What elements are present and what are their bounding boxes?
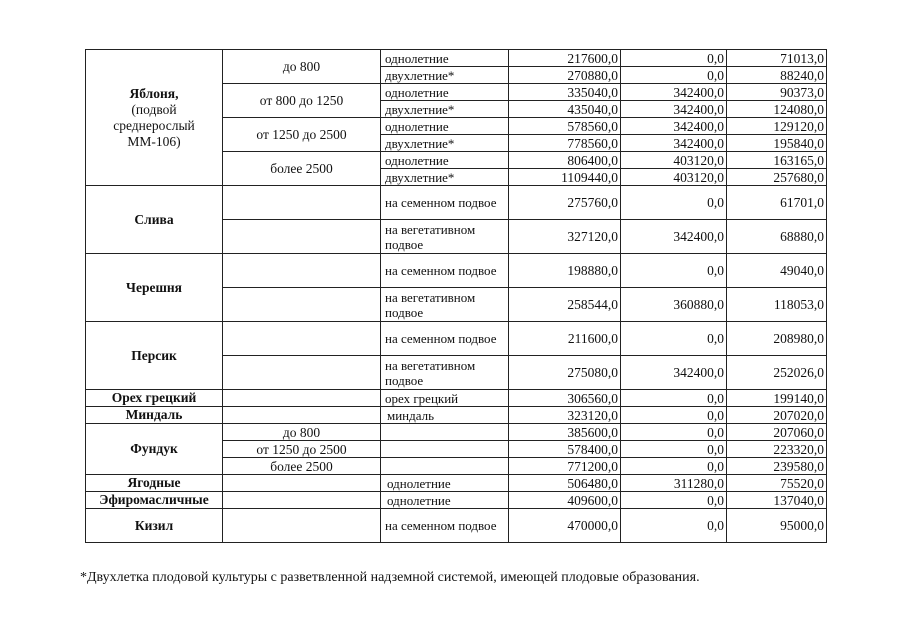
value3-cell: 163165,0: [727, 152, 827, 169]
category-cell: до 800: [223, 424, 381, 441]
category-cell: [223, 220, 381, 254]
category-cell: [223, 509, 381, 543]
value2-cell: 342400,0: [621, 118, 727, 135]
age-cell: однолетние: [381, 50, 509, 67]
value1-cell: 335040,0: [509, 84, 621, 101]
value3-cell: 95000,0: [727, 509, 827, 543]
value1-cell: 435040,0: [509, 101, 621, 118]
value3-cell: 90373,0: [727, 84, 827, 101]
age-cell: на семенном подвое: [381, 509, 509, 543]
value1-cell: 409600,0: [509, 492, 621, 509]
value2-cell: 360880,0: [621, 288, 727, 322]
crop-cell: Орех грецкий: [86, 390, 223, 407]
footnote: *Двухлетка плодовой культуры с разветвленной надземной системой, имеющей плодовые образования.: [80, 570, 700, 585]
age-cell: двухлетние*: [381, 135, 509, 152]
crop-apple-line4: ММ-106): [127, 133, 181, 149]
price-table: [85, 49, 827, 543]
table-row: [86, 492, 827, 509]
category-cell: [223, 322, 381, 356]
value3-cell: 207060,0: [727, 424, 827, 441]
category-cell: [223, 390, 381, 407]
value1-cell: 578560,0: [509, 118, 621, 135]
value1-cell: 275760,0: [509, 186, 621, 220]
table-row: [86, 424, 827, 441]
value2-cell: 342400,0: [621, 356, 727, 390]
value3-cell: 195840,0: [727, 135, 827, 152]
age-cell: однолетние: [381, 84, 509, 101]
value1-cell: 470000,0: [509, 509, 621, 543]
category-cell: [223, 254, 381, 288]
value1-cell: 806400,0: [509, 152, 621, 169]
value1-cell: 385600,0: [509, 424, 621, 441]
value1-cell: 258544,0: [509, 288, 621, 322]
value2-cell: 0,0: [621, 50, 727, 67]
table-row: [86, 475, 827, 492]
table-row: [86, 407, 827, 424]
value2-cell: 342400,0: [621, 220, 727, 254]
age-cell: двухлетние*: [381, 169, 509, 186]
category-cell: более 2500: [223, 458, 381, 475]
table-row: [86, 390, 827, 407]
value1-cell: 275080,0: [509, 356, 621, 390]
value2-cell: 403120,0: [621, 169, 727, 186]
value2-cell: 0,0: [621, 67, 727, 84]
value2-cell: 0,0: [621, 441, 727, 458]
value2-cell: 0,0: [621, 458, 727, 475]
value3-cell: 49040,0: [727, 254, 827, 288]
crop-cell: Фундук: [86, 424, 223, 475]
value1-cell: 506480,0: [509, 475, 621, 492]
age-cell: на вегетативном подвое: [381, 220, 509, 254]
value3-cell: 129120,0: [727, 118, 827, 135]
age-cell: на вегетативном подвое: [381, 356, 509, 390]
value1-cell: 771200,0: [509, 458, 621, 475]
table-row: [86, 322, 827, 356]
age-cell: на семенном подвое: [381, 322, 509, 356]
value1-cell: 306560,0: [509, 390, 621, 407]
value1-cell: 327120,0: [509, 220, 621, 254]
value1-cell: 323120,0: [509, 407, 621, 424]
age-cell: на семенном подвое: [381, 186, 509, 220]
value3-cell: 118053,0: [727, 288, 827, 322]
value3-cell: 68880,0: [727, 220, 827, 254]
value1-cell: 1109440,0: [509, 169, 621, 186]
value1-cell: 270880,0: [509, 67, 621, 84]
category-cell: от 1250 до 2500: [223, 441, 381, 458]
age-cell: орех грецкий: [381, 390, 509, 407]
crop-cell: Эфиромасличные: [86, 492, 223, 509]
category-cell: [223, 356, 381, 390]
value3-cell: 124080,0: [727, 101, 827, 118]
value3-cell: 207020,0: [727, 407, 827, 424]
value2-cell: 403120,0: [621, 152, 727, 169]
category-cell: [223, 407, 381, 424]
value3-cell: 75520,0: [727, 475, 827, 492]
value3-cell: 239580,0: [727, 458, 827, 475]
table-row: [86, 186, 827, 220]
crop-apple: [86, 50, 223, 186]
value3-cell: 252026,0: [727, 356, 827, 390]
category-cell: [223, 492, 381, 509]
value2-cell: 0,0: [621, 186, 727, 220]
value2-cell: 311280,0: [621, 475, 727, 492]
crop-cell: Миндаль: [86, 407, 223, 424]
age-cell: на вегетативном подвое: [381, 288, 509, 322]
crop-cell: Кизил: [86, 509, 223, 543]
value3-cell: 137040,0: [727, 492, 827, 509]
value3-cell: 208980,0: [727, 322, 827, 356]
category-cell: [223, 475, 381, 492]
table-row: [86, 50, 827, 67]
category-cell: от 800 до 1250: [223, 84, 381, 118]
crop-apple-line3: среднерослый: [113, 117, 195, 133]
value2-cell: 342400,0: [621, 84, 727, 101]
crop-cell: Ягодные: [86, 475, 223, 492]
age-cell: однолетние: [381, 475, 509, 492]
value1-cell: 778560,0: [509, 135, 621, 152]
value3-cell: 223320,0: [727, 441, 827, 458]
age-cell: однолетние: [381, 492, 509, 509]
value3-cell: 61701,0: [727, 186, 827, 220]
category-cell: от 1250 до 2500: [223, 118, 381, 152]
crop-cell: Слива: [86, 186, 223, 254]
category-cell: более 2500: [223, 152, 381, 186]
value2-cell: 342400,0: [621, 101, 727, 118]
age-cell: [381, 441, 509, 458]
value1-cell: 217600,0: [509, 50, 621, 67]
value1-cell: 198880,0: [509, 254, 621, 288]
crop-apple-line2: (подвой: [131, 101, 177, 117]
value2-cell: 0,0: [621, 492, 727, 509]
age-cell: [381, 424, 509, 441]
data-table-container: [85, 49, 827, 543]
value2-cell: 0,0: [621, 254, 727, 288]
age-cell: миндаль: [381, 407, 509, 424]
value3-cell: 199140,0: [727, 390, 827, 407]
age-cell: однолетние: [381, 118, 509, 135]
crop-cell: Черешня: [86, 254, 223, 322]
value2-cell: 0,0: [621, 407, 727, 424]
value2-cell: 0,0: [621, 424, 727, 441]
category-cell: [223, 186, 381, 220]
table-row: [86, 509, 827, 543]
age-cell: [381, 458, 509, 475]
age-cell: двухлетние*: [381, 67, 509, 84]
category-cell: [223, 288, 381, 322]
crop-apple-line1: Яблоня,: [129, 85, 179, 101]
value2-cell: 0,0: [621, 390, 727, 407]
age-cell: на семенном подвое: [381, 254, 509, 288]
age-cell: двухлетние*: [381, 101, 509, 118]
table-row: [86, 254, 827, 288]
value1-cell: 211600,0: [509, 322, 621, 356]
age-cell: однолетние: [381, 152, 509, 169]
value2-cell: 342400,0: [621, 135, 727, 152]
value3-cell: 71013,0: [727, 50, 827, 67]
value3-cell: 257680,0: [727, 169, 827, 186]
value2-cell: 0,0: [621, 322, 727, 356]
value3-cell: 88240,0: [727, 67, 827, 84]
value1-cell: 578400,0: [509, 441, 621, 458]
category-cell: до 800: [223, 50, 381, 84]
crop-cell: Персик: [86, 322, 223, 390]
value2-cell: 0,0: [621, 509, 727, 543]
